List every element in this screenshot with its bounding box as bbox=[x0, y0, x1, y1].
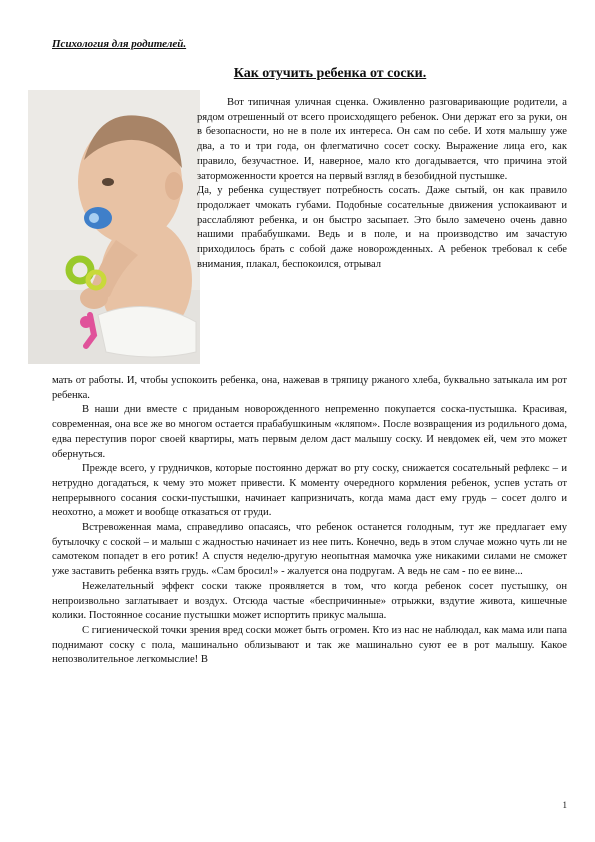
body-text-block bbox=[52, 374, 567, 668]
body-paragraph: мать от работы. И, чтобы успокоить ребенка, она, нажевав в тряпицу ржаного хлеба, буквально затыкала им рот ребенка. bbox=[52, 375, 567, 401]
article-title: Как отучить ребенка от соски. bbox=[233, 66, 427, 81]
body-paragraph: Прежде всего, у грудничков, которые постоянно держат во рту соску, снижается сосательный рефлекс – и нетрудно догадаться, к чему это может привести. К моменту очередного кормления ребенок, успев устать от непрерывного сосания соски-пустышки, начинает капризничать, когда мама даст ему грудь – сосет долго и неохотно, а может и вообще отказаться от груди. bbox=[52, 463, 567, 519]
section-heading: Психология для родителей. bbox=[52, 38, 187, 50]
intro-paragraph: Вот типичная уличная сценка. Оживленно разговаривающие родители, а рядом отрешенный от всего происходящего ребенок. Они держат его за руки, он в безопасности, но не в поле их интереса. Он сам по себе. И хотя малышу уже два, а то и три года, он флегматично сосет соску. Выражение лица его, как правило, безучастное. И, наверное, мало кто догадывается, что причина этой заторможенности кроется на первый взгляд в безобидной пустышке. bbox=[197, 97, 567, 182]
page-number: 1 bbox=[562, 800, 567, 810]
intro-paragraph: Да, у ребенка существует потребность сосать. Даже сытый, он как правило продолжает чмокать губами. Подобные сосательные движения успокаивают и расслабляют ребенка, и он быстро засыпает. Это было замечено очень давно нашими прабабушками. Ведь и в поле, и на производство им зачастую приходилось брать с собой даже новорожденных. А ребенок требовал к себе внимания, плакал, беспокоился, отрывал bbox=[197, 185, 567, 270]
intro-text-block bbox=[197, 96, 567, 272]
body-paragraph: В наши дни вместе с приданым новорожденного непременно покупается соска-пустышка. Красивая, современная, она все же во многом остается прабабушкиным «кляпом». После возвращения из родильного дома, едва переступив порог своей квартиры, мать первым делом даст малышу соску. И невдомек ей, чем это может обернуться. bbox=[52, 404, 567, 460]
body-paragraph: Встревоженная мама, справедливо опасаясь, что ребенок останется голодным, тут же предлагает ему бутылочку с соской – и малыш с жадностью начинает из нее пить. Конечно, ведь в этом случае можно чуть ли не самотеком попадет в его ротик! А спустя неделю-другую неопытная мамочка уже никакими силами не сможет уже заставить ребенка взять грудь. «Сам бросил!» - жалуется она подругам. А ведь не сам - по ее вине... bbox=[52, 522, 567, 578]
baby-with-pacifier-photo bbox=[28, 90, 200, 364]
body-paragraph: Нежелательный эффект соски также проявляется в том, что когда ребенок сосет пустышку, он непроизвольно заглатывает и воздух. Отсюда частые «беспричинные» отрыжки, вздутие живота, кишечные колики. Постоянное сосание пустышки может испортить прикус малыша. bbox=[52, 580, 567, 622]
body-paragraph: С гигиенической точки зрения вред соски может быть огромен. Кто из нас не наблюдал, как мама или папа поднимают соску с пола, машинально облизывают и так же машинально суют ее в рот малышу. Какое непозволительное легкомыслие! В bbox=[52, 624, 567, 666]
